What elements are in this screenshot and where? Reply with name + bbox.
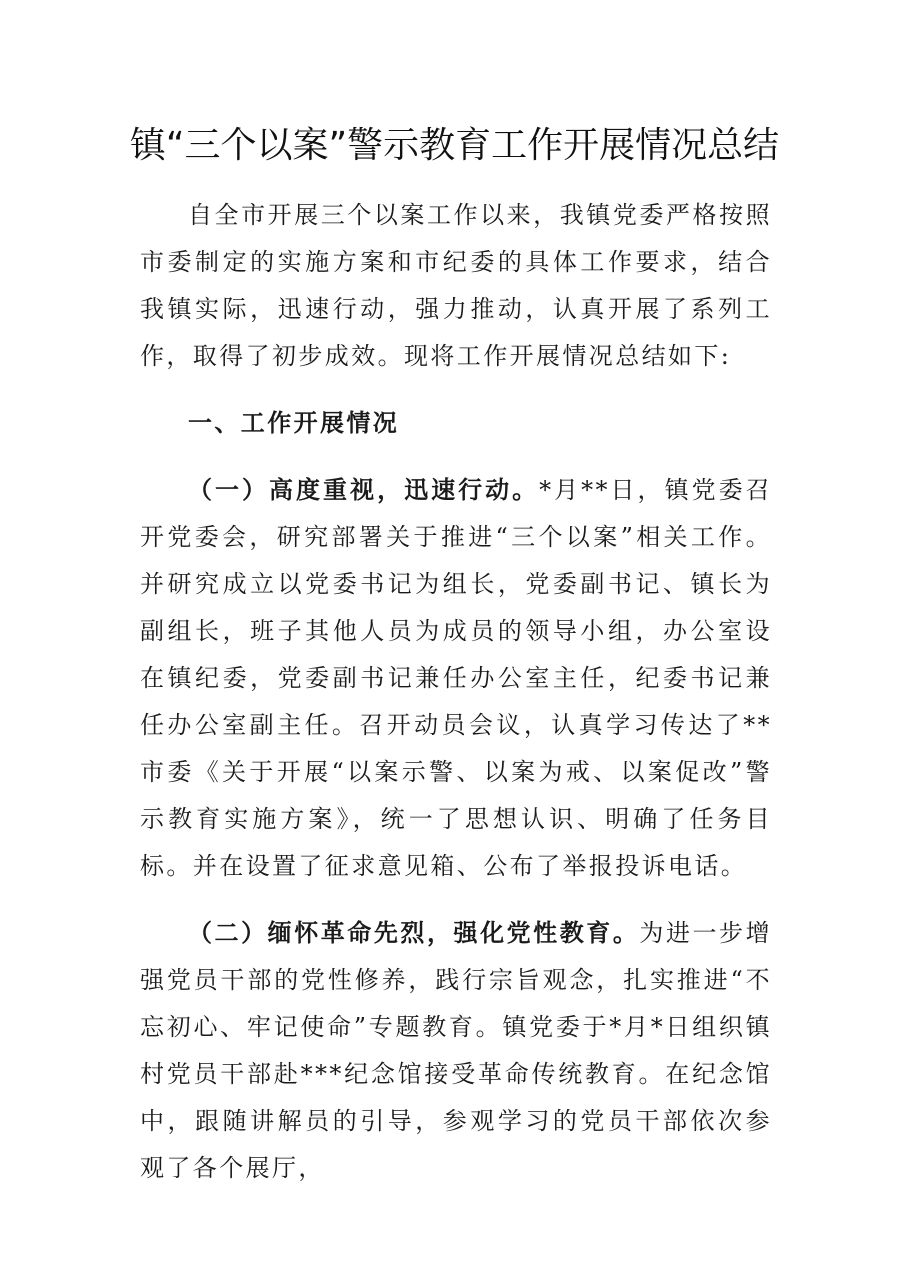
- paragraph-gap: [140, 380, 772, 400]
- paragraph-1-text: *月**日，镇党委召开党委会，研究部署关于推进“三个以案”相关工作。并研究成立以党委书记为组长，党委副书记、镇长为副组长，班子其他人员为成员的领导小组，办公室设在镇纪委，党委副书记兼任办公室主任，纪委书记兼任办公室副主任。召开动员会议，认真学习传达了**市委《关于开展“以案示警、以案为戒、以案促改”警示教育实施方案》，统一了思想认识、明确了任务目标。并在设置了征求意见箱、公布了举报投诉电话。: [140, 476, 772, 880]
- paragraph-1: [140, 467, 772, 890]
- paragraph-1-lead: （一）高度重视，迅速行动。: [188, 476, 540, 504]
- paragraph-gap: [140, 447, 772, 467]
- paragraph-gap: [140, 890, 772, 910]
- section-heading: 一、工作开展情况: [188, 409, 400, 437]
- document-body: [140, 192, 772, 1192]
- document-title: 镇“三个以案”警示教育工作开展情况总结: [129, 125, 780, 166]
- paragraph-2-text: 为进一步增强党员干部的党性修养，践行宗旨观念，扎实推进“不忘初心、牢记使命”专题教育。镇党委于*月*日组织镇村党员干部赴***纪念馆接受革命传统教育。在纪念馆中，跟随讲解员的引导，参观学习的党员干部依次参观了各个展厅，: [140, 919, 772, 1182]
- paragraph-2-lead: （二）缅怀革命先烈，强化党性教育。: [188, 919, 640, 947]
- intro-paragraph: 自全市开展三个以案工作以来，我镇党委严格按照市委制定的实施方案和市纪委的具体工作要求，结合我镇实际，迅速行动，强力推动，认真开展了系列工作，取得了初步成效。现将工作开展情况总结如下:: [140, 201, 772, 370]
- paragraph-2: [140, 910, 772, 1192]
